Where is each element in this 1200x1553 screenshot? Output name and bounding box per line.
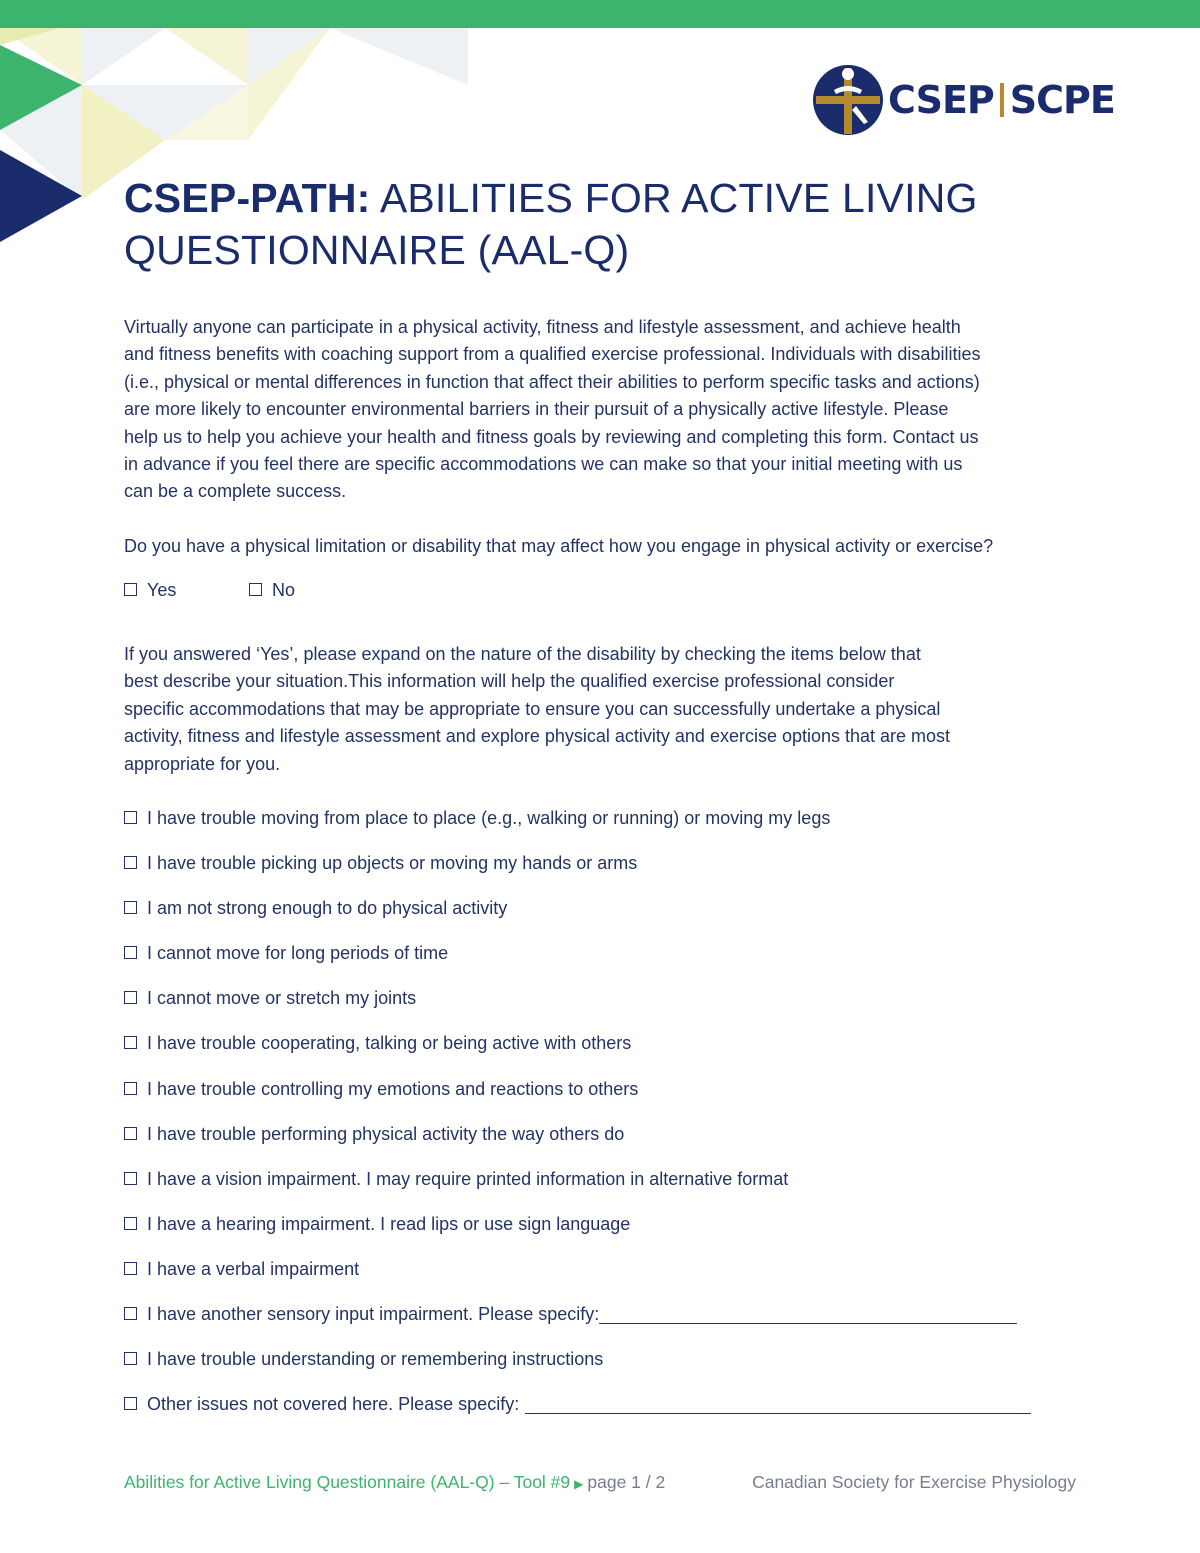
checkbox-icon[interactable] <box>124 1262 137 1275</box>
checkbox-icon[interactable] <box>249 583 262 596</box>
yes-no-options <box>124 580 295 601</box>
checklist-item[interactable]: I cannot move or stretch my joints <box>124 986 1031 1031</box>
option-no[interactable]: No <box>249 580 295 601</box>
specify-other-field[interactable] <box>525 1395 1031 1414</box>
checkbox-icon[interactable] <box>124 1352 137 1365</box>
footer-org: Canadian Society for Exercise Physiology <box>752 1472 1076 1492</box>
limitations-checklist <box>124 806 1031 1437</box>
checklist-item[interactable]: I have trouble picking up objects or moving my hands or arms <box>124 851 1031 896</box>
option-yes[interactable]: Yes <box>124 580 244 601</box>
checklist-item[interactable]: I have a vision impairment. I may require printed information in alternative format <box>124 1167 1031 1212</box>
checklist-item[interactable]: I cannot move for long periods of time <box>124 941 1031 986</box>
checklist-item[interactable]: I have trouble moving from place to place (e.g., walking or running) or moving my legs <box>124 806 1031 851</box>
followup-paragraph: If you answered ‘Yes’, please expand on the nature of the disability by checking the items below that best describe your situation.This information will help the qualified exercise professional consider specific accommodations that may be appropriate to ensure you can successfully undertake a physical activity, fitness and lifestyle assessment and explore physical activity and exercise options that are most appropriate for you. <box>124 644 951 774</box>
checkbox-icon[interactable] <box>124 811 137 824</box>
checklist-item[interactable]: I have a verbal impairment <box>124 1257 1031 1302</box>
checklist-item[interactable]: I have a hearing impairment. I read lips or use sign language <box>124 1212 1031 1257</box>
checkbox-icon[interactable] <box>124 946 137 959</box>
checkbox-icon[interactable] <box>124 901 137 914</box>
checkbox-icon[interactable] <box>124 1397 137 1410</box>
checkbox-icon[interactable] <box>124 1307 137 1320</box>
arrow-right-icon: ▶ <box>574 1477 584 1491</box>
checkbox-icon[interactable] <box>124 583 137 596</box>
disability-question: Do you have a physical limitation or disability that may affect how you engage in physical activity or exercise? <box>124 536 994 556</box>
page-title: CSEP-PATH: ABILITIES FOR ACTIVE LIVING QUESTIONNAIRE (AAL-Q) <box>124 175 978 273</box>
intro-paragraph: Virtually anyone can participate in a physical activity, fitness and lifestyle assessment, and achieve health and fitness benefits with coaching support from a qualified exercise professional. Individuals with disabilities (i.e., physical or mental differences in function that affect their abilities to perform specific tasks and actions) are more likely to encounter environmental barriers in their pursuit of a physically active lifestyle. Please help us to help you achieve your health and fitness goals by reviewing and completing this form. Contact us in advance if you feel there are specific accommodations we can make so that your initial meeting with us can be a complete success. <box>124 317 981 502</box>
checklist-item[interactable]: I have trouble controlling my emotions and reactions to others <box>124 1077 1031 1122</box>
checklist-item[interactable]: I have trouble cooperating, talking or being active with others <box>124 1031 1031 1076</box>
checklist-item[interactable]: I am not strong enough to do physical activity <box>124 896 1031 941</box>
checkbox-icon[interactable] <box>124 1217 137 1230</box>
footer-left <box>124 1472 665 1493</box>
footer-page-number: page 1 / 2 <box>587 1472 666 1492</box>
top-green-bar <box>0 0 1200 28</box>
footer-doc-title: Abilities for Active Living Questionnaire (AAL-Q) – Tool #9 <box>124 1472 571 1492</box>
checkbox-icon[interactable] <box>124 1036 137 1049</box>
logo-text: CSEP SCPE <box>888 78 1115 122</box>
checklist-item[interactable]: Other issues not covered here. Please specify: <box>124 1392 1031 1437</box>
checklist-item[interactable]: I have trouble understanding or remembering instructions <box>124 1347 1031 1392</box>
checkbox-icon[interactable] <box>124 991 137 1004</box>
checkbox-icon[interactable] <box>124 1172 137 1185</box>
specify-sensory-field[interactable] <box>599 1305 1017 1324</box>
checkbox-icon[interactable] <box>124 1082 137 1095</box>
checklist-item[interactable]: I have trouble performing physical activity the way others do <box>124 1122 1031 1167</box>
checkbox-icon[interactable] <box>124 1127 137 1140</box>
checkbox-icon[interactable] <box>124 856 137 869</box>
checklist-item[interactable]: I have another sensory input impairment. Please specify: <box>124 1302 1031 1347</box>
